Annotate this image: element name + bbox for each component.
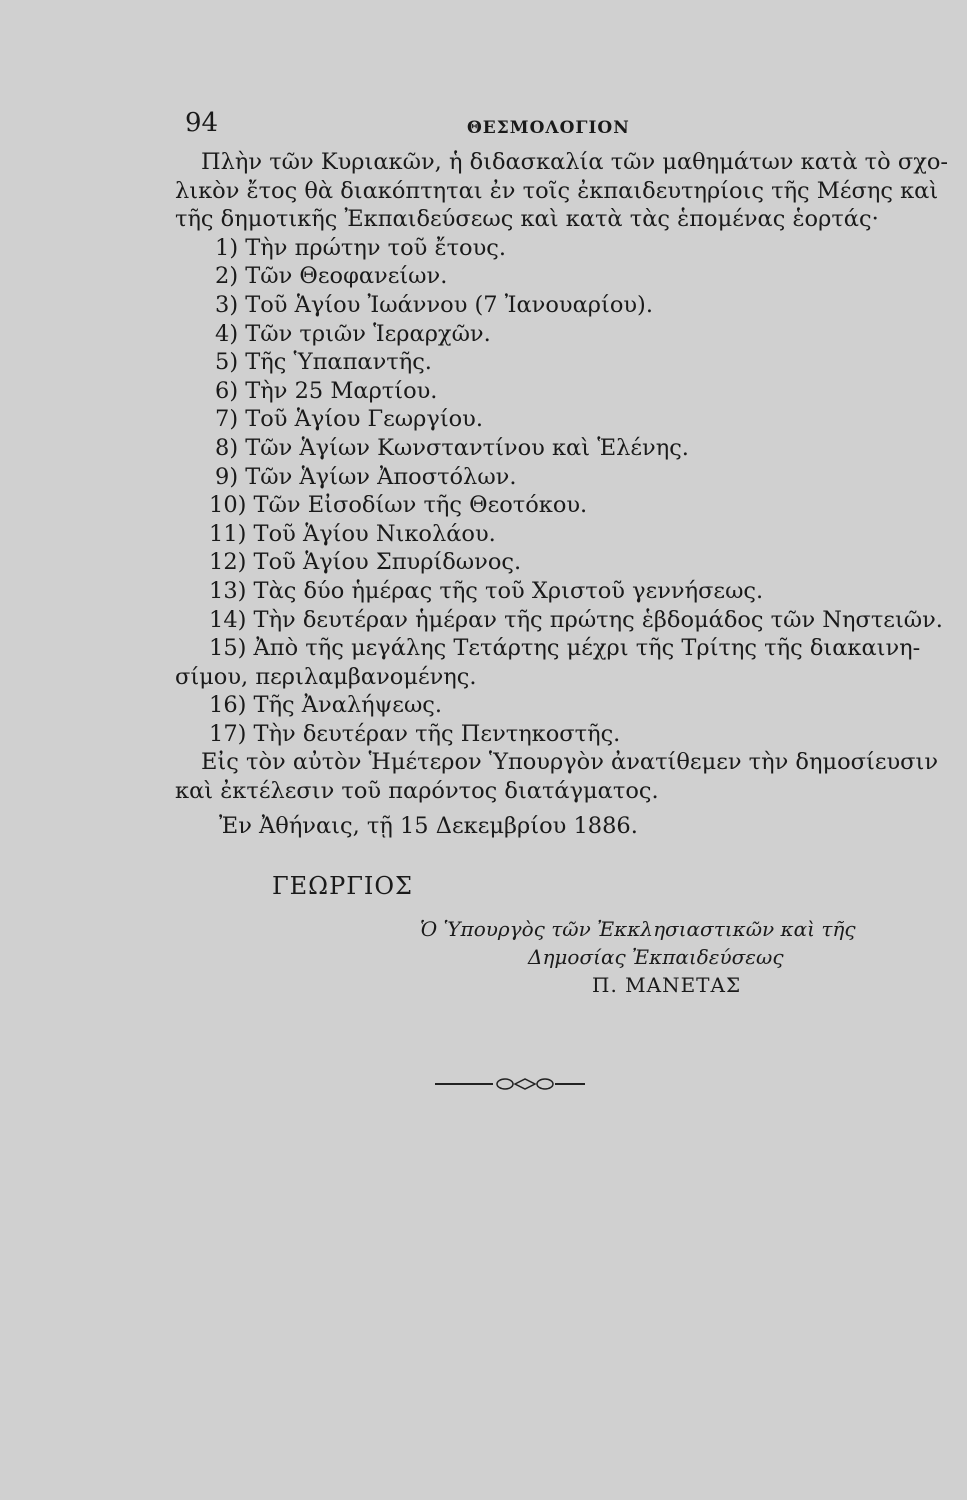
closing-line: Εἰς τὸν αὐτὸν Ἡμέτερον Ὑπουργὸν ἀνατίθεμεν τὴν δημοσίευσιν	[201, 749, 939, 776]
date-line: Ἐν Ἀθήναις, τῇ 15 Δεκεμβρίου 1886.	[219, 812, 638, 839]
holiday-item: 12) Τοῦ Ἁγίου Σπυρίδωνος.	[209, 549, 522, 576]
page-number: 94	[185, 108, 219, 138]
king-signature: ΓΕΩΡΓΙΟΣ	[272, 872, 413, 900]
holiday-item: 7) Τοῦ Ἁγίου Γεωργίου.	[215, 406, 484, 433]
holiday-item: 4) Τῶν τριῶν Ἱεραρχῶν.	[215, 320, 491, 347]
holiday-item: 2) Τῶν Θεοφανείων.	[215, 263, 448, 290]
holiday-item: 10) Τῶν Εἰσοδίων τῆς Θεοτόκου.	[209, 492, 588, 519]
minister-signature-block	[420, 915, 900, 999]
holiday-item: 17) Τὴν δευτέραν τῆς Πεντηκοστῆς.	[209, 720, 621, 747]
decree-body	[175, 148, 948, 840]
holiday-item: 11) Τοῦ Ἁγίου Νικολάου.	[209, 520, 496, 547]
running-title: ΘΕΣΜΟΛΟΓΙΟΝ	[467, 118, 630, 138]
holiday-item: 6) Τὴν 25 Μαρτίου.	[215, 377, 438, 404]
holiday-item: 14) Τὴν δευτέραν ἡμέραν τῆς πρώτης ἑβδομάδος τῶν Νηστειῶν.	[209, 606, 943, 633]
minister-title-line: Ὁ Ὑπουργὸς τῶν Ἐκκλησιαστικῶν καὶ τῆς	[420, 917, 856, 941]
page-header	[185, 108, 905, 138]
minister-title-line: Δημοσίας Ἐκπαιδεύσεως	[528, 945, 784, 969]
holiday-item: 1) Τὴν πρώτην τοῦ ἔτους.	[215, 234, 507, 261]
holiday-item: 16) Τῆς Ἀναλήψεως.	[209, 692, 443, 719]
holiday-item: 9) Τῶν Ἁγίων Ἀποστόλων.	[215, 463, 517, 490]
intro-line: τῆς δημοτικῆς Ἐκπαιδεύσεως καὶ κατὰ τὰς ἑπομένας ἑορτάς·	[175, 206, 879, 233]
holiday-item: 8) Τῶν Ἁγίων Κωνσταντίνου καὶ Ἑλένης.	[215, 434, 689, 461]
holiday-item-continuation: σίμου, περιλαμβανομένης.	[175, 663, 477, 690]
holiday-item: 13) Τὰς δύο ἡμέρας τῆς τοῦ Χριστοῦ γεννήσεως.	[209, 577, 764, 604]
holiday-item: 3) Τοῦ Ἁγίου Ἰωάννου (7 Ἰανουαρίου).	[215, 291, 653, 318]
intro-line: λικὸν ἔτος θὰ διακόπτηται ἐν τοῖς ἐκπαιδευτηρίοις τῆς Μέσης καὶ	[175, 177, 939, 204]
minister-name: Π. ΜΑΝΕΤΑΣ	[592, 973, 742, 997]
holiday-item: 5) Τῆς Ὑπαπαντῆς.	[215, 349, 432, 376]
closing-line: καὶ ἐκτέλεσιν τοῦ παρόντος διατάγματος.	[175, 778, 659, 805]
intro-line: Πλὴν τῶν Κυριακῶν, ἡ διδασκαλία τῶν μαθημάτων κατὰ τὸ σχο-	[201, 149, 948, 175]
ornament-divider	[435, 1074, 585, 1094]
holiday-item: 15) Ἀπὸ τῆς μεγάλης Τετάρτης μέχρι τῆς Τρίτης τῆς διακαινη-	[209, 635, 921, 662]
